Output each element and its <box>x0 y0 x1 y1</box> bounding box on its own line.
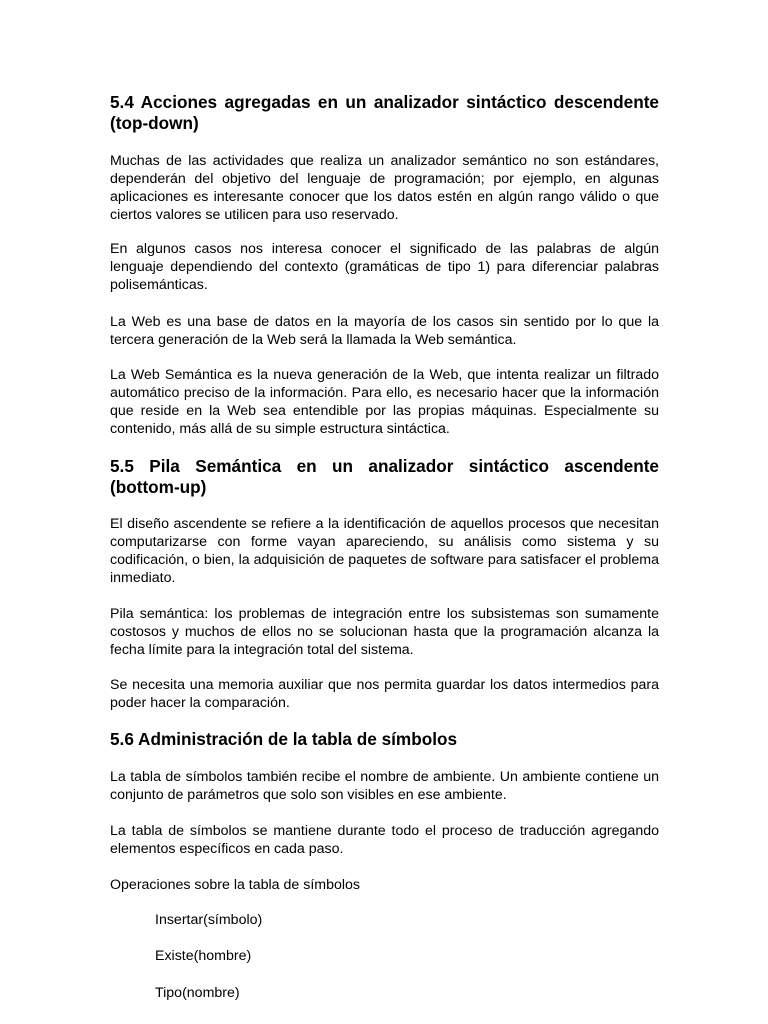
paragraph: La tabla de símbolos se mantiene durante todo el proceso de traducción agregando elementos específicos en cada paso. <box>110 823 659 857</box>
paragraph: Pila semántica: los problemas de integración entre los subsistemas son sumamente costosos y muchos de ellos no se solucionan hasta que la programación alcanza la fecha límite para la integración total del sistema. <box>110 606 659 658</box>
paragraph: La Web Semántica es la nueva generación de la Web, que intenta realizar un filtrado automático preciso de la información. Para ello, es necesario hacer que la información que reside en la Web sea entendible por las propias máquinas. Especialmente su contenido, más allá de su simple estructura sintáctica. <box>110 367 659 437</box>
paragraph: Se necesita una memoria auxiliar que nos permita guardar los datos intermedios para poder hacer la comparación. <box>110 677 659 711</box>
paragraph: El diseño ascendente se refiere a la identificación de aquellos procesos que necesitan computarizarse con forme vayan apareciendo, su análisis como sistema y su codificación, o bien, la adquisición de paquetes de software para satisfacer el problema inmediato. <box>110 516 659 586</box>
list-item: Insertar(símbolo) <box>155 912 263 928</box>
paragraph: Muchas de las actividades que realiza un analizador semántico no son estándares, dependerán del objetivo del lenguaje de programación; por ejemplo, en algunas aplicaciones es interesante conocer que los datos estén en algún rango válido o que ciertos valores se utilicen para uso reservado. <box>110 153 659 223</box>
list-item: Tipo(nombre) <box>155 985 240 1001</box>
list-item: Existe(hombre) <box>155 948 252 964</box>
paragraph: Operaciones sobre la tabla de símbolos <box>110 877 360 893</box>
paragraph: La Web es una base de datos en la mayoría de los casos sin sentido por lo que la tercera generación de la Web será la llamada la Web semántica. <box>110 314 659 348</box>
paragraph: La tabla de símbolos también recibe el nombre de ambiente. Un ambiente contiene un conjunto de parámetros que solo son visibles en ese ambiente. <box>110 769 659 803</box>
section-heading-5-6: 5.6 Administración de la tabla de símbolos <box>110 729 458 749</box>
paragraph: En algunos casos nos interesa conocer el significado de las palabras de algún lenguaje dependiendo del contexto (gramáticas de tipo 1) para diferenciar palabras polisemánticas. <box>110 241 659 293</box>
section-heading-5-5: 5.5 Pila Semántica en un analizador sintáctico ascendente (bottom-up) <box>110 456 659 497</box>
section-heading-5-4: 5.4 Acciones agregadas en un analizador sintáctico descendente (top-down) <box>110 92 659 133</box>
